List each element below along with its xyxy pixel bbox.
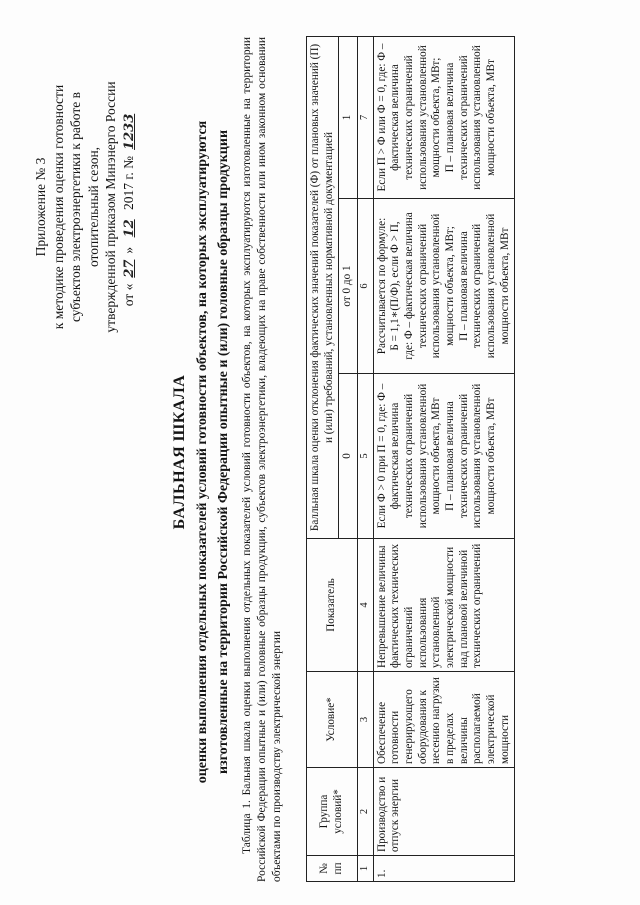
- handwritten-day: 27: [121, 259, 137, 278]
- header-scale-0: 0: [339, 374, 358, 539]
- date-mid: »: [120, 246, 136, 254]
- score-0-text: Если Ф > 0 при П = 0, где: Ф – фактическая величина технических ограничений использования установленной мощности объекта, МВт: [375, 383, 443, 529]
- score-formula: Б = 1,1∗(П/Ф), если Ф > П,: [389, 221, 402, 351]
- row-indicator: Непревышение величины фактических технических ограничений использования установленной электрической мощности над плановой величиной технических ограничений: [373, 539, 515, 672]
- row-group: Производство и отпуск энергии: [373, 768, 515, 856]
- table-caption: Таблица 1. Бальная шкала оценки выполнения отдельных показателей условий готовности объектов, на которых эксплуатируются изготовленные на территории Российской Федерации опытные и (или) головные образцы продукции, субъектов электроэнергетики, владеющих на праве собственности или ином законном основании объектами по производству электрической энергии: [241, 37, 283, 882]
- column-number: 3: [357, 672, 373, 768]
- header-condition: Условие*: [307, 672, 358, 768]
- column-number-row: [357, 36, 373, 881]
- handwritten-month: 12: [121, 219, 137, 238]
- appendix-header: [32, 22, 139, 392]
- appendix-line: к методике проведения оценки готовности: [50, 84, 66, 330]
- table-row: [373, 36, 515, 881]
- column-number: 1: [357, 856, 373, 882]
- title-subtitle: оценки выполнения отдельных показателей условий готовности объектов, на которых эксплуатируются: [194, 120, 210, 784]
- row-score-0: [373, 374, 515, 539]
- appendix-line: отопительный сезон,: [85, 146, 101, 268]
- header-scale: Балльная шкала оценки отклонения фактических значений показателей (Ф) от плановых значений (П) и (или) требований, установленных нормативной документацией: [307, 36, 339, 538]
- row-condition: Обеспечение готовности генерирующего оборудования к несению нагрузки в пределах величины располагаемой электрической мощности: [373, 672, 515, 768]
- appendix-line: утвержденной приказом Минэнерго России: [103, 81, 119, 333]
- title-subtitle: изготовленные на территории Российской Федерации опытные и (или) головные образцы продукции: [215, 129, 231, 775]
- appendix-line: субъектов электроэнергетики к работе в: [68, 91, 84, 323]
- column-number: 7: [357, 36, 373, 198]
- score-range-text: где: Ф – фактическая величина технических ограничений использования установленной мощности объекта, МВт;: [403, 212, 457, 360]
- handwritten-order-number: 1233: [121, 113, 137, 150]
- column-number: 6: [357, 199, 373, 374]
- score-range-text: П – плановая величина технических ограничений использования установленной мощности объекта, МВт: [457, 213, 511, 359]
- order-year: 2017 г. №: [120, 155, 136, 210]
- header-scale-range: от 0 до 1: [339, 199, 358, 374]
- score-1-text: П – плановая величина технических ограничений использования установленной мощности объекта, МВт: [444, 45, 498, 190]
- header-group: Группа условий*: [307, 768, 358, 856]
- column-number: 5: [357, 374, 373, 539]
- row-number: 1.: [373, 856, 515, 882]
- score-table: [306, 36, 515, 882]
- column-number: 4: [357, 539, 373, 672]
- score-0-text: П – плановая величина технических ограничений использования установленной мощности объекта, МВт: [444, 383, 498, 529]
- title-main: БАЛЬНАЯ ШКАЛА: [171, 374, 188, 530]
- header-num: № пп: [307, 856, 358, 882]
- document-title: [170, 72, 232, 832]
- row-score-1: [373, 36, 515, 198]
- date-prefix: от «: [120, 283, 136, 307]
- rotated-document: [22, 12, 632, 892]
- header-indicator: Показатель: [307, 539, 358, 672]
- row-score-range: [373, 199, 515, 374]
- score-range-text: Рассчитывается по формуле:: [375, 217, 388, 355]
- appendix-number: Приложение № 3: [33, 157, 48, 257]
- column-number: 2: [357, 768, 373, 856]
- score-1-text: Если П > Ф или Ф = 0, где: Ф – фактическая величина технических ограничений использования установленной мощности объекта, МВт;: [375, 43, 443, 192]
- header-scale-1: 1: [339, 36, 358, 198]
- order-date-line: [120, 22, 139, 392]
